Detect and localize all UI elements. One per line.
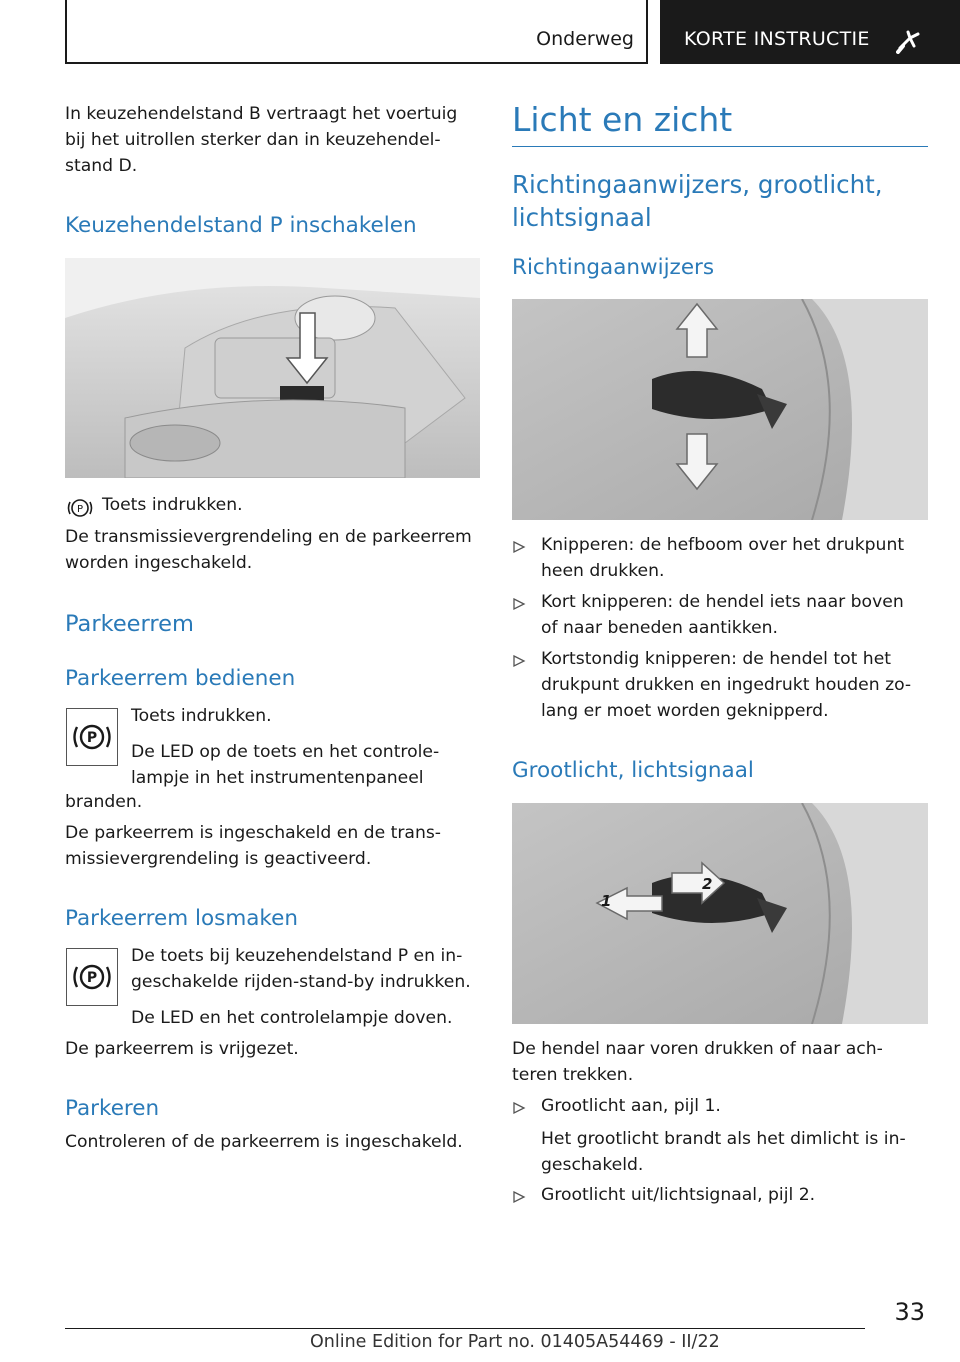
- intro-line: In keuzehendelstand B vertraagt het voertuig: [65, 104, 458, 124]
- gear-selector-photo: [65, 258, 480, 478]
- highbeam-stalk-photo: [512, 803, 928, 1024]
- richting-bullet-line: drukpunt drukken en ingedrukt houden zo-: [541, 675, 912, 695]
- highbeam-stalk-illustration: [512, 803, 928, 1024]
- grootlicht-bullet-1-note: geschakeld.: [541, 1155, 644, 1175]
- heading-parkeerrem: Parkeerrem: [65, 611, 194, 637]
- bedienen-led-line: branden.: [65, 792, 143, 812]
- grootlicht-intro-line: De hendel naar voren drukken of naar ach-: [512, 1039, 883, 1059]
- intro-paragraph: [65, 101, 485, 179]
- footer-rule: [65, 1328, 865, 1329]
- parkeren-text: Controleren of de parkeerrem is ingeschakeld.: [65, 1132, 463, 1152]
- bedienen-led-line: lampje in het instrumentenpaneel: [131, 768, 424, 788]
- richting-bullet-line: Kort knipperen: de hendel iets naar boven: [541, 592, 904, 612]
- header-chapter-title: KORTE INSTRUCTIE: [684, 28, 870, 50]
- intro-line: stand D.: [65, 156, 138, 176]
- spark-icon: [896, 28, 924, 54]
- intro-line: bij het uitrollen sterker dan in keuzehendel-: [65, 130, 441, 150]
- indicator-stalk-illustration: [512, 299, 928, 520]
- triangle-right-icon: [512, 654, 526, 668]
- bedienen-step: Toets indrukken.: [131, 706, 272, 726]
- grootlicht-bullet-2: Grootlicht uit/lichtsignaal, pijl 2.: [541, 1185, 816, 1205]
- heading-richting-group-line: lichtsignaal: [512, 203, 652, 232]
- triangle-right-icon: [512, 1190, 526, 1204]
- gear-selector-illustration: [65, 258, 480, 478]
- page-number: 33: [894, 1298, 925, 1326]
- header-section-title: Onderweg: [536, 28, 634, 50]
- heading-richtingaanwijzers: Richtingaanwijzers: [512, 255, 715, 280]
- heading-rule: [512, 146, 928, 147]
- park-select-result: [65, 524, 485, 576]
- richting-bullet-line: Knipperen: de hefboom over het drukpunt: [541, 535, 905, 555]
- triangle-right-icon: [512, 540, 526, 554]
- heading-parkeren: Parkeren: [65, 1096, 160, 1121]
- header-section-box: [65, 0, 648, 64]
- richting-bullet-line: lang er moet worden geknipperd.: [541, 701, 829, 721]
- triangle-right-icon: [512, 597, 526, 611]
- parking-brake-p-icon: [67, 495, 93, 521]
- park-select-result-line: worden ingeschakeld.: [65, 553, 253, 573]
- losmaken-step-line: geschakelde rijden-stand-by indrukken.: [131, 972, 471, 992]
- heading-grootlicht: Grootlicht, lichtsignaal: [512, 758, 754, 783]
- park-select-result-line: De transmissievergrendeling en de parkeerrem: [65, 527, 472, 547]
- triangle-right-icon: [512, 1101, 526, 1115]
- heading-licht-en-zicht: Licht en zicht: [512, 100, 733, 139]
- grootlicht-intro: [512, 1036, 932, 1088]
- grootlicht-bullet-1: Grootlicht aan, pijl 1.: [541, 1096, 721, 1116]
- svg-text:P: P: [86, 970, 98, 986]
- indicator-stalk-photo: [512, 299, 928, 520]
- richting-bullet-line: of naar beneden aantikken.: [541, 618, 779, 638]
- bedienen-result-line: missievergrendeling is geactiveerd.: [65, 849, 372, 869]
- grootlicht-intro-line: teren trekken.: [512, 1065, 634, 1085]
- park-select-step: Toets indrukken.: [102, 495, 243, 515]
- arrow-label-2: 2: [702, 875, 713, 893]
- losmaken-led: De LED en het controlelampje doven.: [131, 1008, 453, 1028]
- bedienen-result-line: De parkeerrem is ingeschakeld en de trans-: [65, 823, 442, 843]
- grootlicht-bullet-1-note: Het grootlicht brandt als het dimlicht is in-: [541, 1129, 906, 1149]
- footer-edition: Online Edition for Part no. 01405A54469 - II/22: [310, 1332, 720, 1352]
- heading-richting-group: [512, 168, 883, 234]
- richting-bullet-line: Kortstondig knipperen: de hendel tot het: [541, 649, 892, 669]
- svg-text:P: P: [86, 730, 98, 746]
- heading-richting-group-line: Richtingaanwijzers, grootlicht,: [512, 170, 883, 199]
- richting-bullet-line: heen drukken.: [541, 561, 665, 581]
- svg-text:P: P: [76, 504, 84, 515]
- parking-brake-p-icon: [67, 709, 117, 765]
- arrow-label-1: 1: [601, 892, 612, 910]
- parking-brake-button-box: [66, 708, 118, 766]
- heading-losmaken: Parkeerrem losmaken: [65, 906, 298, 931]
- heading-park-select: Keuzehendelstand P inschakelen: [65, 213, 417, 238]
- bedienen-result: [65, 820, 485, 872]
- parking-brake-button-box: [66, 948, 118, 1006]
- bedienen-led-line: De LED op de toets en het controle-: [131, 742, 440, 762]
- parking-brake-p-icon: [67, 949, 117, 1005]
- heading-bedienen: Parkeerrem bedienen: [65, 666, 296, 691]
- losmaken-result: De parkeerrem is vrijgezet.: [65, 1039, 299, 1059]
- losmaken-step-line: De toets bij keuzehendelstand P en in-: [131, 946, 463, 966]
